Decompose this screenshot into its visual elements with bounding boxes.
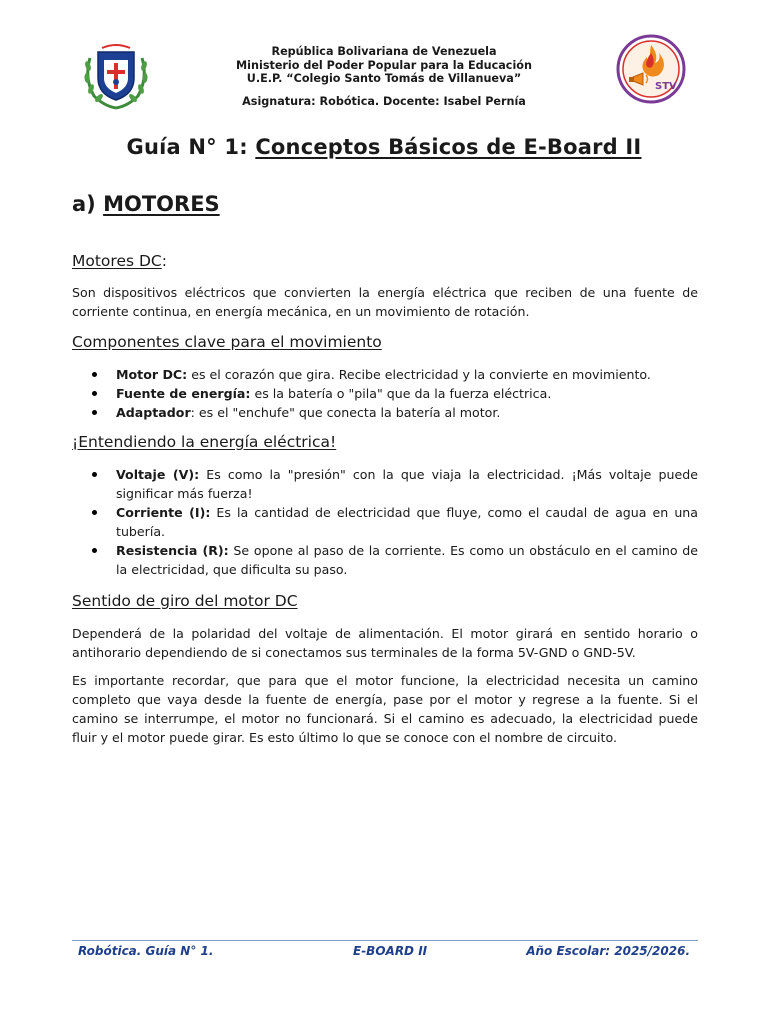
list-item-text: es el corazón que gira. Recibe electricidad y la convierte en movimiento.	[187, 367, 651, 382]
header-block	[200, 45, 568, 108]
header-country: República Bolivariana de Venezuela	[271, 45, 497, 58]
list-item-term: Adaptador	[116, 405, 191, 420]
heading-motores-dc-text: Motores DC	[72, 252, 162, 270]
bullet-icon	[92, 391, 97, 396]
svg-text:STV: STV	[655, 81, 677, 92]
heading-componentes	[72, 333, 382, 351]
header-subject: Asignatura: Robótica. Docente: Isabel Pernía	[242, 94, 526, 108]
paragraph-sentido-1: Dependerá de la polaridad del voltaje de alimentación. El motor girará en sentido horario o antihorario dependiendo de si conectamos sus terminales de la forma 5V-GND o GND-5V.	[72, 626, 698, 660]
list-item-term: Corriente (I):	[116, 505, 211, 520]
list-item-text: Es como la "presión" con la que viaja la electricidad. ¡Más voltaje puede significar más fuerza!	[116, 467, 698, 501]
footer-center: E-BOARD II	[353, 944, 428, 958]
footer-left: Robótica. Guía N° 1.	[78, 944, 214, 958]
heading-sentido-giro	[72, 592, 298, 610]
stv-megaphone-logo-icon	[615, 33, 687, 105]
title-prefix: Guía N° 1:	[126, 135, 256, 159]
heading-motores-dc-colon: :	[161, 252, 167, 270]
list-item-text: Es la cantidad de electricidad que fluye, como el caudal de agua en una tubería.	[116, 505, 698, 539]
bullet-icon	[92, 410, 97, 415]
heading-sentido-giro-text: Sentido de giro del motor DC	[72, 592, 298, 610]
section-letter: a)	[72, 192, 104, 216]
title-main: Conceptos Básicos de E-Board II	[255, 135, 642, 159]
list-item	[72, 365, 698, 384]
list-item	[72, 541, 698, 579]
list-energia	[72, 465, 698, 579]
bullet-icon	[92, 472, 97, 477]
paragraph-motores-dc: Son dispositivos eléctricos que convierten la energía eléctrica que reciben de una fuente de corriente continua, en energía mecánica, en un movimiento de rotación.	[72, 285, 698, 319]
list-item-term: Resistencia (R):	[116, 543, 229, 558]
section-label: MOTORES	[103, 192, 220, 216]
list-item-term: Fuente de energía:	[116, 386, 251, 401]
list-item-text: es la batería o "pila" que da la fuerza eléctrica.	[250, 386, 552, 401]
section-heading-motores	[72, 192, 220, 216]
list-item-term: Motor DC:	[116, 367, 188, 382]
list-item-term: Voltaje (V):	[116, 467, 200, 482]
bullet-icon	[92, 372, 97, 377]
list-item	[72, 465, 698, 503]
list-item	[72, 384, 698, 403]
school-crest-icon	[80, 38, 152, 110]
bullet-icon	[92, 510, 97, 515]
footer-right: Año Escolar: 2025/2026.	[526, 944, 690, 958]
list-item	[72, 403, 698, 422]
header-school: U.E.P. “Colegio Santo Tomás de Villanueva”	[246, 72, 522, 86]
heading-motores-dc	[72, 252, 167, 270]
heading-energia-text: ¡Entendiendo la energía eléctrica!	[72, 433, 337, 451]
heading-componentes-text: Componentes clave para el movimiento	[72, 333, 382, 351]
heading-energia	[72, 433, 336, 451]
list-item	[72, 503, 698, 541]
footer-divider	[72, 940, 698, 941]
paragraph-sentido-2: Es importante recordar, que para que el motor funcione, la electricidad necesita un camino completo que vaya desde la fuente de energía, pase por el motor y regrese a la fuente. Si el camino se interrumpe, el motor no funcionará. Si el camino es adecuado, la electricidad puede fluir y el motor puede girar. Es esto último lo que se conoce con el nombre de circuito.	[72, 673, 698, 745]
bullet-icon	[92, 548, 97, 553]
header-ministry: Ministerio del Poder Popular para la Educación	[236, 58, 532, 72]
document-title	[0, 135, 768, 159]
list-componentes	[72, 365, 698, 422]
list-item-text: : es el "enchufe" que conecta la batería al motor.	[190, 405, 501, 420]
list-item-text: Se opone al paso de la corriente. Es como un obstáculo en el camino de la electricidad, que dificulta su paso.	[116, 543, 698, 577]
